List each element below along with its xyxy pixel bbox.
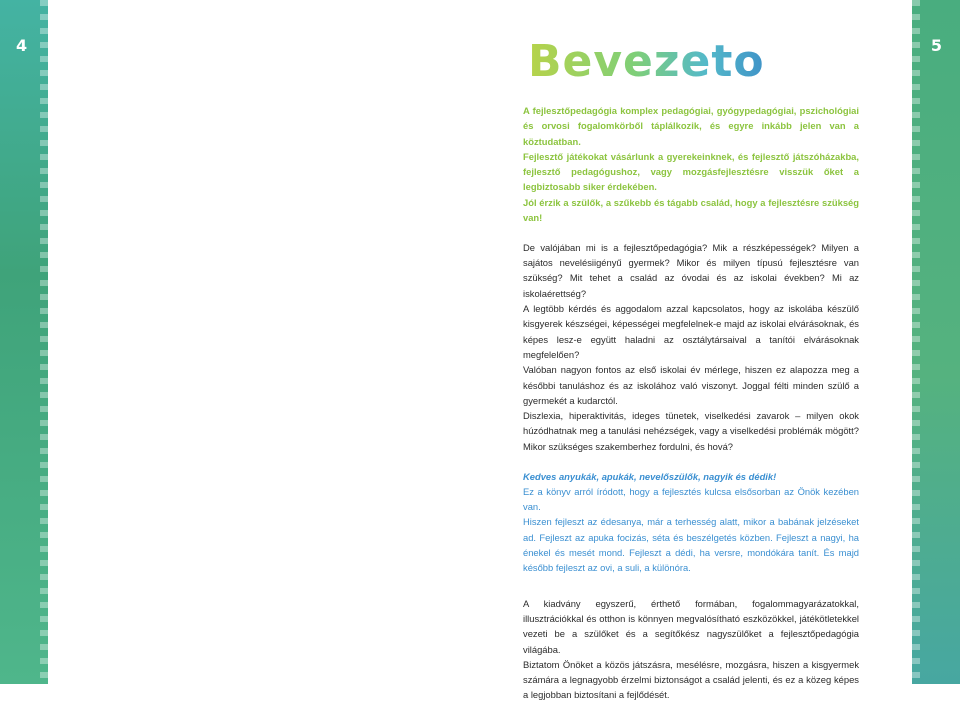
questions-paragraph-3: Valóban nagyon fontos az első iskolai év mérlege, hiszen ez alapozza meg a későbbi tanuláshoz és az iskolához való viszonyt. Joggal félti minden szülő a gyermekét a kudarctól. [523, 364, 859, 406]
intro-paragraph-2: Fejlesztő játékokat vásárlunk a gyerekeinknek, és fejlesztő játszóházakba, fejlesztő pedagógushoz, vagy mozgásfejlesztésre visszük őket a legbiztosabb siker érdekében. [523, 150, 859, 193]
spacer [523, 225, 859, 240]
spacer [523, 576, 859, 596]
right-decorative-strip [912, 0, 960, 684]
intro-paragraph-3: Jól érzik a szülők, a szűkebb és tágabb család, hogy a fejlesztésre szükség van! [523, 196, 859, 224]
left-decorative-strip [0, 0, 48, 684]
questions-paragraph-2: A legtöbb kérdés és aggodalom azzal kapcsolatos, hogy az iskolába készülő kisgyerek készségei, képességei megfelelnek-e majd az iskolai elvárásoknak, és képes lesz-e együtt haladni az osztálytársaival a tanítói elvárásoknak megfelelően? [523, 303, 859, 360]
questions-paragraph-1: De valójában mi is a fejlesztőpedagógia? Mik a részképességek? Milyen a sajátos nevelésiigényű gyermek? Mikor és milyen típusú fejlesztésre van szükség? Mit tehet a család az óvodai és az iskolai években? Mi az iskolaérettség? [523, 241, 859, 299]
page-number-right: 5 [930, 36, 942, 55]
page-title: Bevezeto [528, 36, 765, 87]
main-text-column [523, 103, 859, 703]
intro-paragraph-1: A fejlesztőpedagógia komplex pedagógiai, gyógypedagógiai, pszichológiai és orvosi fogalomkörből táplálkozik, és egyre inkább jelen van a köztudatban. [523, 105, 859, 147]
parents-paragraph-2: Hiszen fejleszt az édesanya, már a terhesség alatt, mikor a babának jelzéseket ad. Fejleszt az apuka focizás, séta és beszélgetés közben. Fejleszt a nagyi, ha énekel és mesét mond. Fejleszt a dédi, ha versre, mondókára tanít. És majd később fejleszt az ovi, a suli, a különóra. [523, 516, 859, 574]
closing-paragraph-2: Biztatom Önöket a közös játszásra, mesélésre, mozgásra, hiszen a kisgyermek számára a legnagyobb érzelmi biztonságot a család jelenti, és ez a közeg képes a legjobban biztosítani a fejlődését. [523, 658, 859, 701]
parents-heading: Kedves anyukák, apukák, nevelőszülők, nagyik és dédik! [523, 470, 777, 482]
closing-paragraph-1: A kiadvány egyszerű, érthető formában, fogalommagyarázatokkal, illusztrációkkal és otthon is könnyen megvalósítható eszközökkel, játékötletekkel vezeti be a szülőket és a segítőkész nagyszülőket a fejlesztőpedagógia világába. [523, 597, 859, 655]
questions-paragraph-4: Diszlexia, hiperaktivitás, ideges tünetek, viselkedési zavarok – milyen okok húzódhatnak meg a tanulási nehézségek, vagy a viselkedési problémák mögött? Mikor szükséges szakemberhez fordulni, és hová? [523, 410, 859, 452]
parents-paragraph-1: Ez a könyv arról íródott, hogy a fejlesztés kulcsa elsősorban az Önök kezében van. [523, 485, 859, 513]
spacer [523, 454, 859, 469]
page-number-left: 4 [16, 36, 28, 55]
